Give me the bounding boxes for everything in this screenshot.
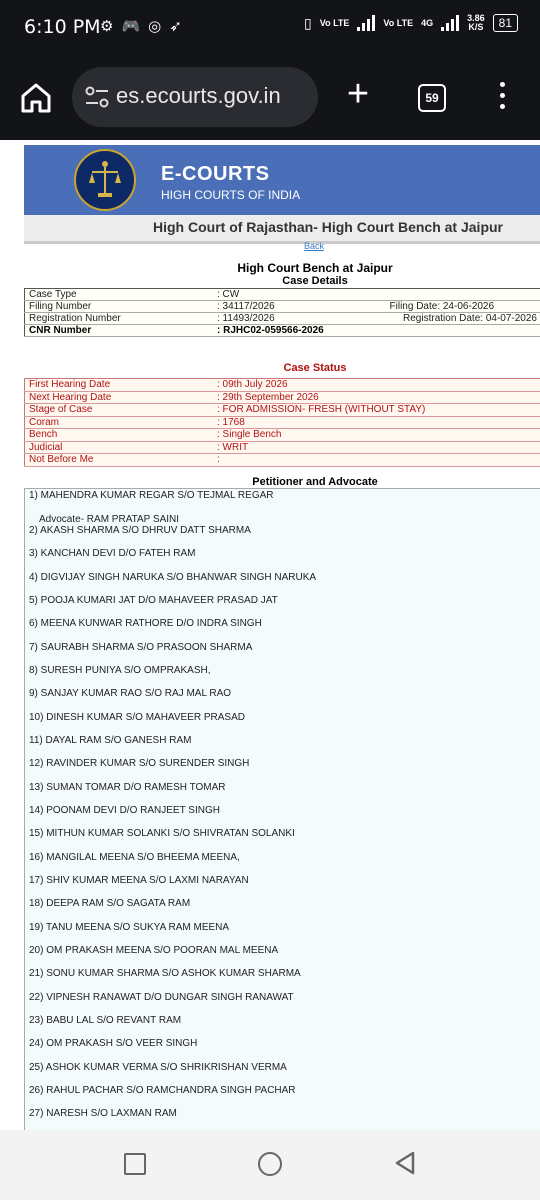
- cnr-extra: [360, 325, 540, 337]
- cnr-number-value: : RJHC02-059566-2026: [217, 325, 324, 336]
- signal-icon: [357, 15, 375, 31]
- status-label: Stage of Case: [29, 404, 93, 415]
- list-item: 2) AKASH SHARMA S/O DHRUV DATT SHARMA: [29, 525, 251, 536]
- more-menu-icon[interactable]: [496, 82, 508, 114]
- system-navigation-bar: [0, 1130, 540, 1200]
- registration-number-label: Registration Number: [29, 313, 121, 324]
- status-label: Coram: [29, 416, 60, 428]
- registration-date: Registration Date: 04-07-2026: [403, 313, 537, 324]
- list-item: 23) BABU LAL S/O REVANT RAM: [29, 1015, 182, 1026]
- table-row: [25, 379, 540, 392]
- case-type-extra: [360, 289, 540, 301]
- table-row: [25, 289, 540, 301]
- table-row: [25, 325, 540, 337]
- vibrate-icon: ▯: [304, 14, 312, 31]
- case-details-table: [24, 288, 540, 337]
- network-label-3: 4G: [421, 18, 434, 28]
- web-page: [0, 140, 540, 1130]
- table-row: [25, 416, 540, 429]
- list-item: 9) SANJAY KUMAR RAO S/O RAJ MAL RAO: [29, 688, 232, 699]
- petitioner-list: [24, 488, 540, 1130]
- list-item: 22) VIPNESH RANAWAT D/O DUNGAR SINGH RANAWAT: [29, 992, 294, 1003]
- app-icon: ➶: [169, 18, 190, 35]
- list-item: 8) SURESH PUNIYA S/O OMPRAKASH,: [29, 665, 211, 676]
- table-row: [25, 429, 540, 442]
- registration-number-value: : 11493/2026: [217, 313, 275, 324]
- case-type-value: : CW: [217, 289, 240, 300]
- table-row: [25, 301, 540, 313]
- list-item: 11) DAYAL RAM S/O GANESH RAM: [29, 735, 192, 746]
- banner-subtitle: HIGH COURTS OF INDIA: [161, 188, 301, 202]
- table-row: [25, 391, 540, 404]
- status-bar: [0, 0, 540, 56]
- filing-date: Filing Date: 24-06-2026: [389, 301, 495, 312]
- network-label-1: Vo LTE: [319, 18, 350, 28]
- list-item: 15) MITHUN KUMAR SOLANKI S/O SHIVRATAN SOLANKI: [29, 828, 295, 839]
- status-value: : 09th July 2026: [217, 379, 288, 390]
- status-value: : 1768: [217, 416, 245, 428]
- scales-of-justice-icon: [88, 159, 122, 201]
- banner-title: E-COURTS: [161, 163, 270, 185]
- list-item: 4) DIGVIJAY SINGH NARUKA S/O BHANWAR SINGH NARUKA: [29, 572, 317, 583]
- list-item: 27) NARESH S/O LAXMAN RAM: [29, 1108, 177, 1119]
- status-label: Not Before Me: [29, 454, 94, 465]
- battery-icon: 81: [493, 14, 518, 32]
- ecourts-banner: [24, 145, 540, 215]
- list-item: 3) KANCHAN DEVI D/O FATEH RAM: [29, 548, 196, 559]
- filing-number-label: Filing Number: [29, 301, 92, 312]
- status-value: : WRIT: [217, 441, 249, 453]
- list-item: 24) OM PRAKASH S/O VEER SINGH: [29, 1038, 198, 1049]
- bench-title: High Court Bench at Jaipur: [237, 261, 393, 275]
- list-item: 6) MEENA KUNWAR RATHORE D/O INDRA SINGH: [29, 618, 262, 629]
- list-item: 17) SHIV KUMAR MEENA S/O LAXMI NARAYAN: [29, 875, 249, 886]
- home-icon[interactable]: [18, 80, 54, 116]
- court-name-strip: [24, 215, 540, 244]
- table-row: [25, 441, 540, 454]
- gamepad-icon: 🎮: [121, 18, 149, 35]
- back-link[interactable]: Back: [304, 241, 325, 251]
- case-type-label: Case Type: [29, 289, 77, 300]
- browser-toolbar: [0, 56, 540, 140]
- signal-icon: [441, 15, 459, 31]
- status-label: Judicial: [29, 441, 63, 453]
- list-item: 25) ASHOK KUMAR VERMA S/O SHRIKRISHAN VERMA: [29, 1062, 287, 1073]
- settings-icon: ⚙: [100, 18, 122, 35]
- data-speed: [467, 14, 485, 32]
- case-status-table: [24, 378, 540, 467]
- table-row: [25, 313, 540, 325]
- list-item: 1) MAHENDRA KUMAR REGAR S/O TEJMAL REGAR: [29, 490, 274, 501]
- tab-switcher-button[interactable]: 59: [418, 84, 446, 112]
- status-value: : FOR ADMISSION- FRESH (WITHOUT STAY): [217, 404, 426, 415]
- status-label: Next Hearing Date: [29, 391, 112, 403]
- cnr-number-label: CNR Number: [29, 325, 92, 336]
- list-item: 20) OM PRAKASH MEENA S/O POORAN MAL MEENA: [29, 945, 279, 956]
- url-text[interactable]: es.ecourts.gov.in: [116, 83, 281, 108]
- advocate-name: Advocate- RAM PRATAP SAINI: [39, 514, 180, 525]
- status-value: :: [217, 454, 220, 465]
- clock: 6:10 PM: [24, 16, 101, 38]
- table-row: [25, 454, 540, 467]
- table-row: [25, 404, 540, 417]
- case-status-heading: Case Status: [283, 362, 347, 374]
- filing-number-value: : 34117/2026: [217, 301, 275, 312]
- emblem-logo: [74, 149, 136, 211]
- list-item: 12) RAVINDER KUMAR S/O SURENDER SINGH: [29, 758, 250, 769]
- system-indicators: [304, 14, 518, 32]
- petitioner-heading: Petitioner and Advocate: [252, 476, 378, 488]
- network-label-2: Vo LTE: [383, 18, 414, 28]
- home-button[interactable]: [258, 1152, 282, 1176]
- list-item: 21) SONU KUMAR SHARMA S/O ASHOK KUMAR SHARMA: [29, 968, 301, 979]
- status-value: : Single Bench: [217, 429, 282, 440]
- list-item: 19) TANU MEENA S/O SUKYA RAM MEENA: [29, 922, 230, 933]
- speed-value: 3.86: [467, 13, 485, 23]
- site-settings-icon[interactable]: [84, 85, 110, 109]
- back-button[interactable]: [394, 1151, 416, 1175]
- address-bar[interactable]: [72, 67, 318, 127]
- list-item: 7) SAURABH SHARMA S/O PRASOON SHARMA: [29, 642, 253, 653]
- new-tab-button[interactable]: +: [346, 73, 370, 115]
- list-item: 26) RAHUL PACHAR S/O RAMCHANDRA SINGH PACHAR: [29, 1085, 296, 1096]
- status-label: Bench: [29, 429, 58, 440]
- list-item: 13) SUMAN TOMAR D/O RAMESH TOMAR: [29, 782, 226, 793]
- status-value: : 29th September 2026: [217, 391, 319, 403]
- case-details-heading: Case Details: [282, 275, 348, 287]
- list-item: 18) DEEPA RAM S/O SAGATA RAM: [29, 898, 191, 909]
- list-item: 10) DINESH KUMAR S/O MAHAVEER PRASAD: [29, 712, 245, 723]
- court-name: High Court of Rajasthan- High Court Bench at Jaipur: [152, 219, 503, 235]
- list-item: 16) MANGILAL MEENA S/O BHEEMA MEENA,: [29, 852, 240, 863]
- list-item: 14) POONAM DEVI D/O RANJEET SINGH: [29, 805, 220, 816]
- list-item: 5) POOJA KUMARI JAT D/O MAHAVEER PRASAD JAT: [29, 595, 278, 606]
- notification-icons: [100, 17, 190, 35]
- recents-button[interactable]: [124, 1153, 146, 1175]
- status-label: First Hearing Date: [29, 379, 111, 390]
- whatsapp-icon: ◎: [148, 18, 170, 35]
- speed-unit: K/S: [468, 22, 484, 32]
